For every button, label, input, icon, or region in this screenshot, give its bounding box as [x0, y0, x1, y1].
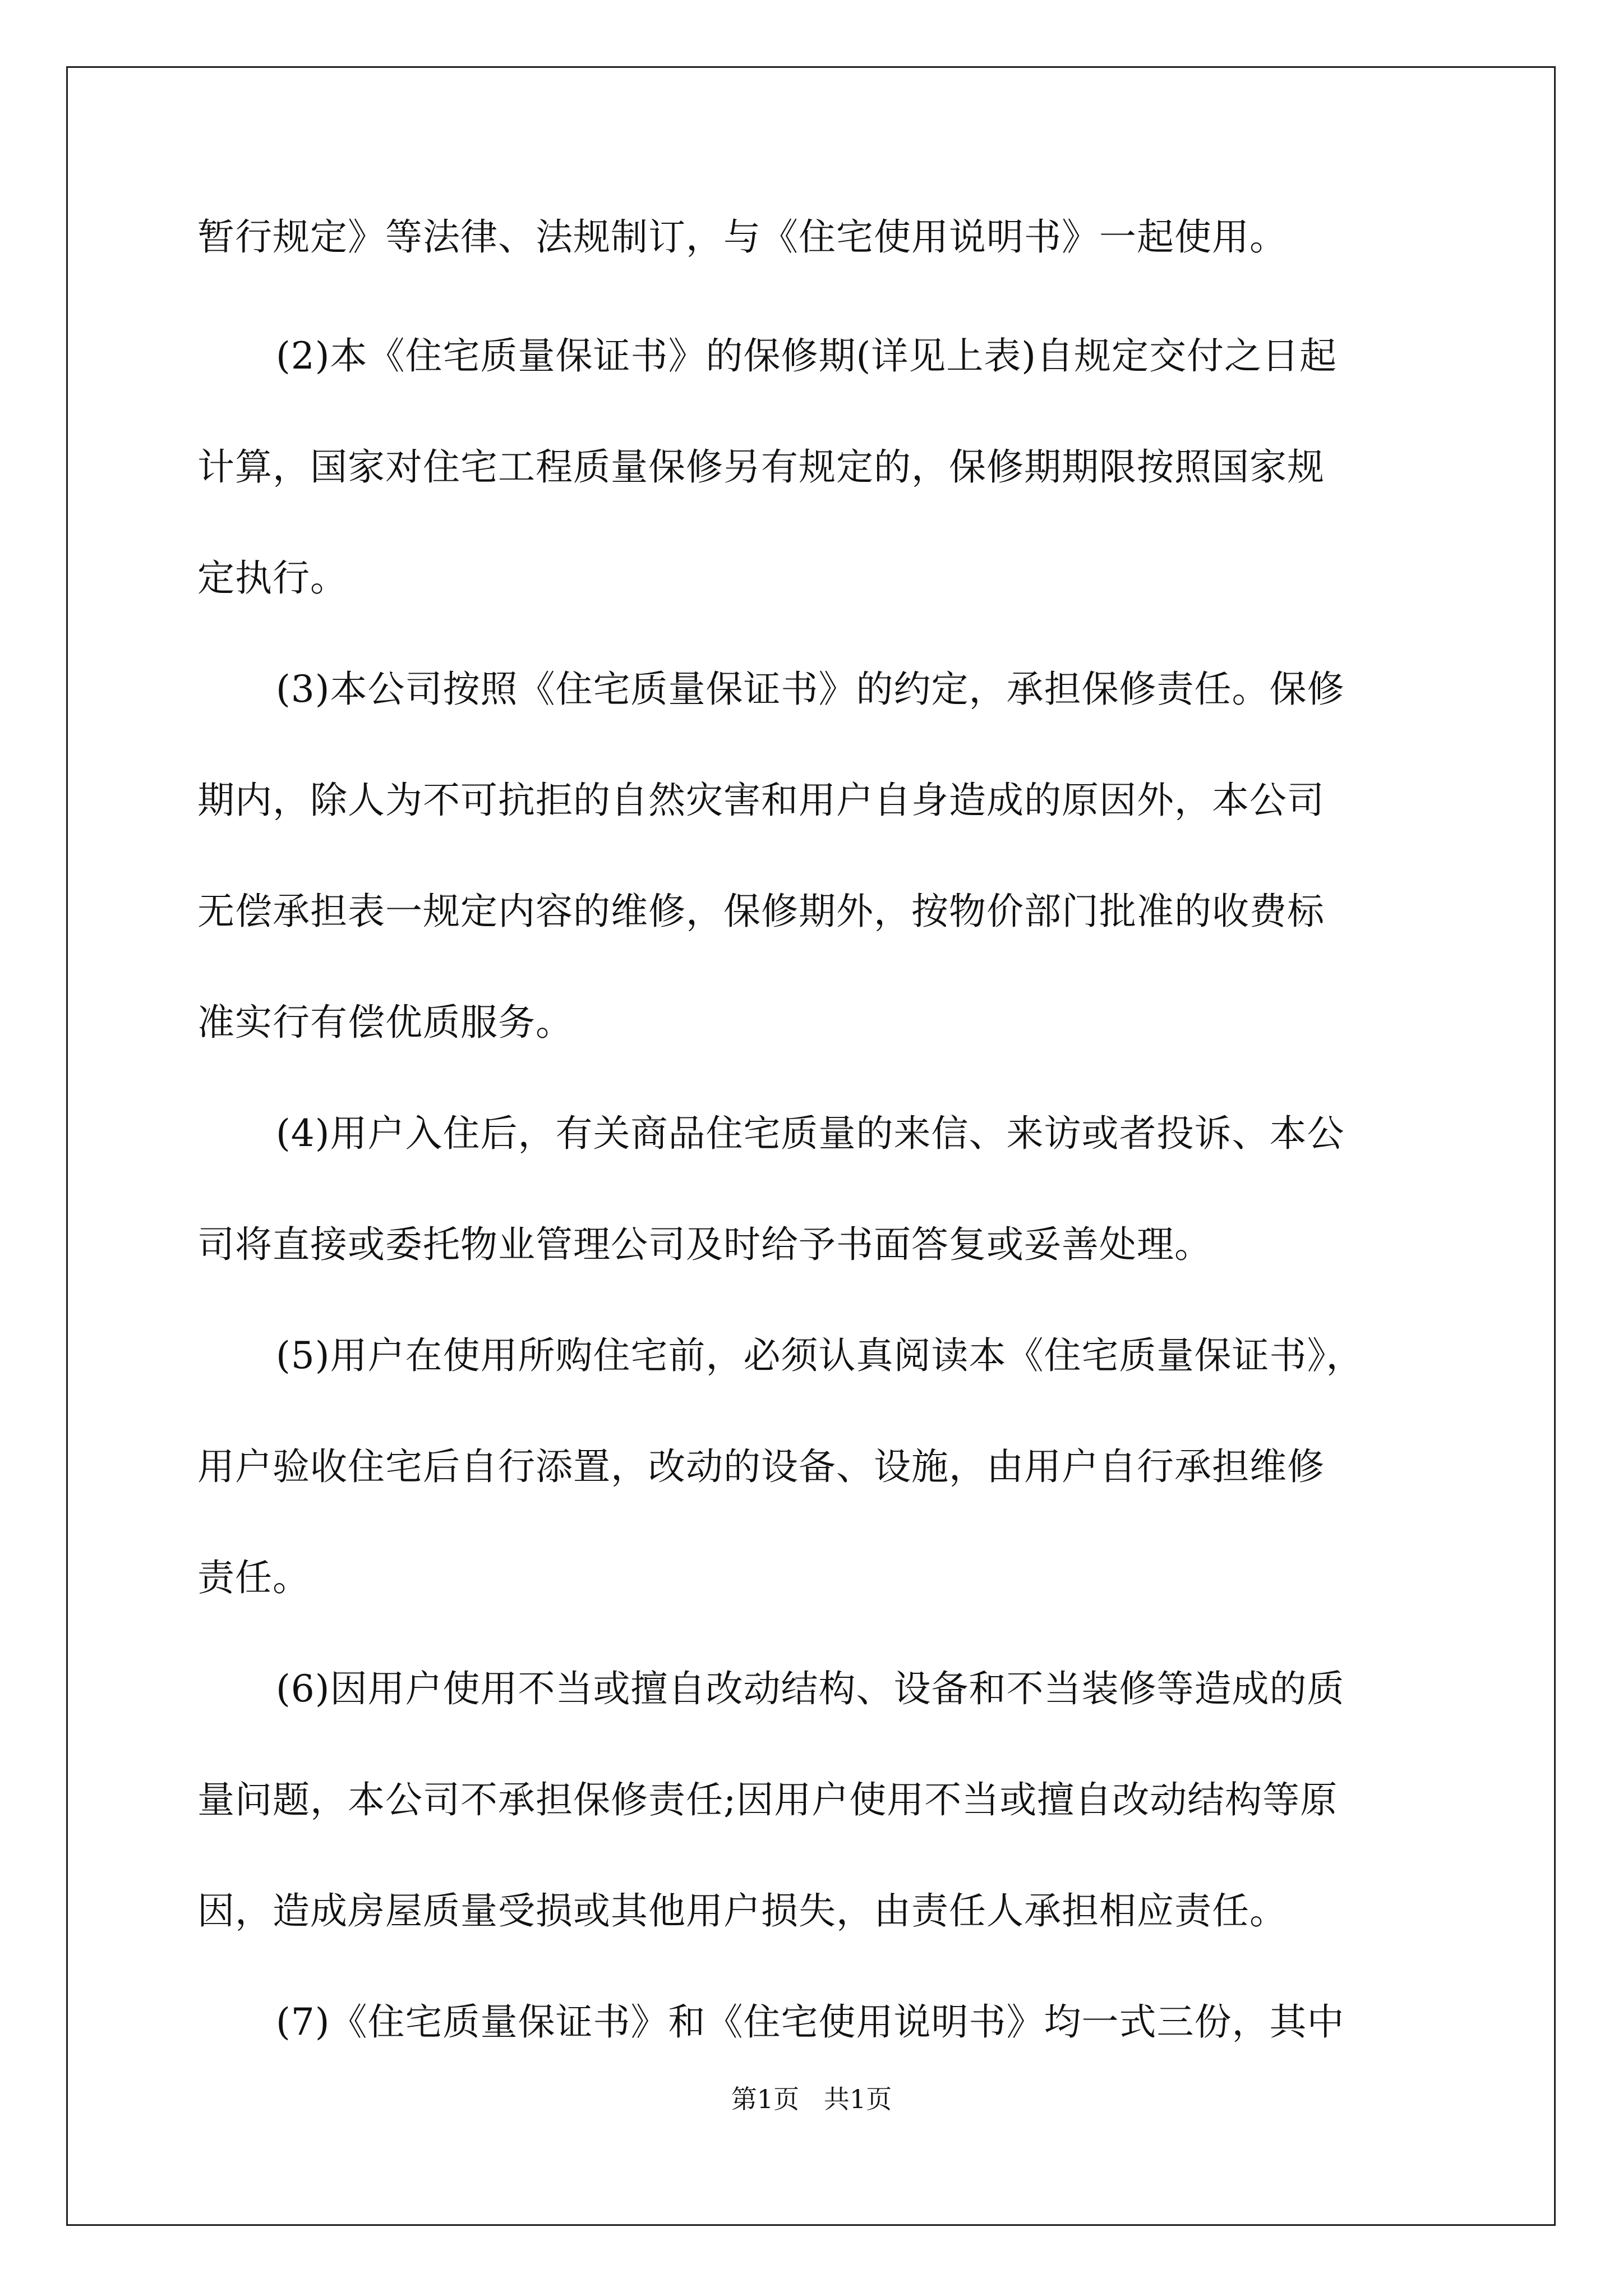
paragraph-line: (7)《住宅质量保证书》和《住宅使用说明书》均一式三份，其中	[276, 2000, 1345, 2044]
text-line: 准实行有偿优质服务。	[197, 1001, 573, 1044]
paragraph-line: (5)用户在使用所购住宅前，必须认真阅读本《住宅质量保证书》，	[276, 1334, 1364, 1377]
text-line: 暂行规定》等法律、法规制订，与《住宅使用说明书》一起使用。	[197, 215, 1287, 259]
text-line: 量问题，本公司不承担保修责任;因用户使用不当或擅自改动结构等原	[197, 1778, 1338, 1821]
text-line: 因，造成房屋质量受损或其他用户损失，由责任人承担相应责任。	[197, 1889, 1287, 1932]
paragraph-line: (6)因用户使用不当或擅自改动结构、设备和不当装修等造成的质	[276, 1667, 1345, 1710]
text-line: 司将直接或委托物业管理公司及时给予书面答复或妥善处理。	[197, 1223, 1212, 1266]
text-line: 无偿承担表一规定内容的维修，保修期外，按物价部门批准的收费标	[197, 890, 1325, 933]
page-footer: 第1页 共1页	[731, 2084, 892, 2114]
text-line: 定执行。	[197, 556, 348, 600]
text-line: 计算，国家对住宅工程质量保修另有规定的，保修期期限按照国家规	[197, 445, 1325, 489]
text-line: 期内，除人为不可抗拒的自然灾害和用户自身造成的原因外，本公司	[197, 779, 1325, 822]
text-line: 责任。	[197, 1556, 310, 1599]
text-line: 用户验收住宅后自行添置，改动的设备、设施，由用户自行承担维修	[197, 1445, 1325, 1488]
paragraph-line: (4)用户入住后，有关商品住宅质量的来信、来访或者投诉、本公	[276, 1112, 1345, 1155]
paragraph-line: (2)本《住宅质量保证书》的保修期(详见上表)自规定交付之日起	[276, 334, 1337, 378]
paragraph-line: (3)本公司按照《住宅质量保证书》的约定，承担保修责任。保修	[276, 668, 1345, 711]
